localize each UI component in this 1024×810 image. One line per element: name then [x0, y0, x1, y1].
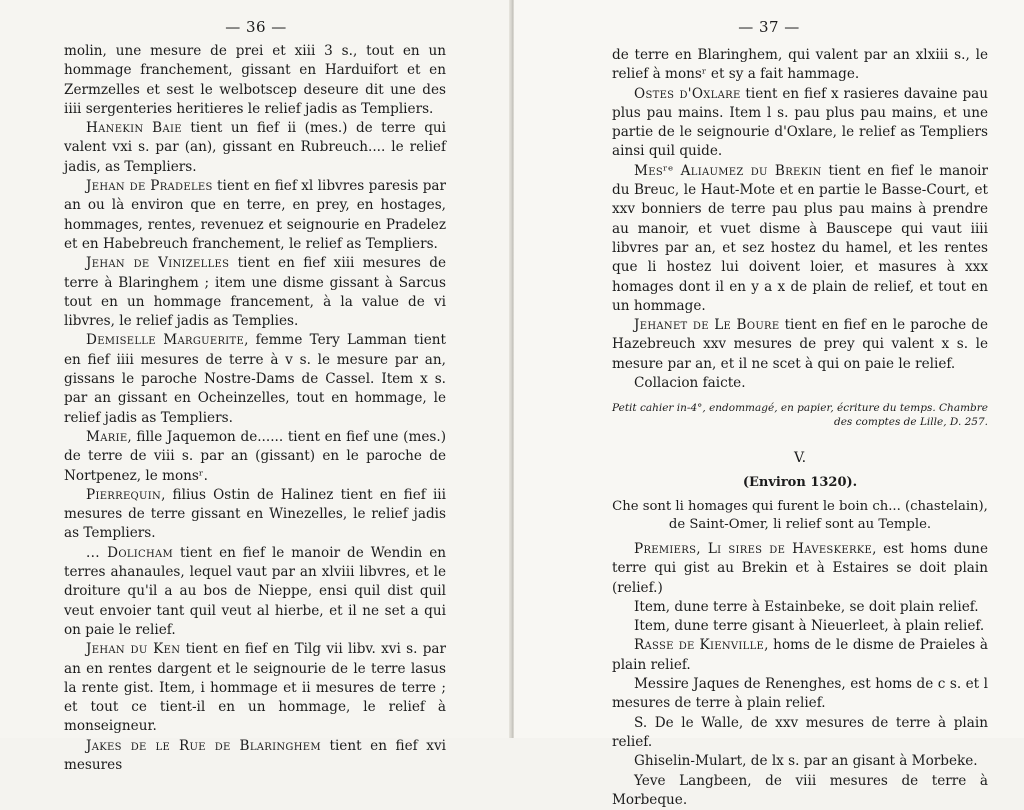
- person-name: Premiers, Li sires de Haveskerke: [634, 541, 872, 557]
- section-numeral: V.: [612, 449, 988, 468]
- paragraph: Marie, fille Jaquemon de...... tient en fief une (mes.) de terre de viii s. par an (gissant) en le paroche de Nortpenez, le monsʳ.: [64, 428, 446, 486]
- paragraph: Item, dune terre gisant à Nieuerleet, à plain relief.: [612, 617, 988, 636]
- paragraph: molin, une mesure de prei et xiii 3 s., tout en un hommage franchement, gissant en Harduifort et en Zermzelles et sest le welbotscep deseure dit une des iiii sergenteries heritieres le relief jadis as Templiers.: [64, 42, 446, 119]
- paragraph: Jehan du Ken tient en fief en Tilg vii libv. xvi s. par an en rentes dargent et le seignourie de le terre lasus la rente gist. Item, i hommage et ii mesures de terre ; et tout ce tient-il en un hommage, le relief à monseigneur.: [64, 640, 446, 736]
- person-name: Hanekin Baie: [86, 120, 182, 136]
- person-name: Ostes d'Oxlare: [634, 86, 741, 102]
- paragraph: Item, dune terre à Estainbeke, se doit plain relief.: [612, 598, 988, 617]
- page-number-left: — 36 —: [0, 18, 512, 36]
- person-name: Mesʳᵉ Aliaumez du Brekin: [634, 163, 822, 179]
- right-page-text: [612, 46, 988, 810]
- paragraph: Ghiselin-Mulart, de lx s. par an gisant à Morbeke.: [612, 752, 988, 771]
- left-page: [0, 0, 512, 738]
- closing-line: Collacion faicte.: [612, 374, 988, 393]
- paragraph: Messire Jaques de Renenghes, est homs de c s. et l mesures de terre à plain relief.: [612, 675, 988, 714]
- paragraph: Jehan de Pradeles tient en fief xl libvres paresis par an ou là environ que en terre, en prey, en hostages, hommages, rentes, revenuez et seignourie en Pradelez et en Habebreuch franchement, le relief as Templiers.: [64, 177, 446, 254]
- right-page: [514, 0, 1024, 738]
- person-name: Jakes de le Rue de Blaringhem: [86, 738, 321, 754]
- paragraph: Hanekin Baie tient un fief ii (mes.) de terre qui valent vxi s. par (an), gissant en Rubreuch.... le relief jadis, as Templiers.: [64, 119, 446, 177]
- person-name: ... Dolicham: [86, 545, 173, 561]
- person-name: Demiselle Marguerite: [86, 332, 244, 348]
- paragraph: S. De le Walle, de xxv mesures de terre à plain relief.: [612, 714, 988, 753]
- paragraph: Rasse de Kienville, homs de le disme de Praieles à plain relief.: [612, 636, 988, 675]
- paragraph: Demiselle Marguerite, femme Tery Lamman tient en fief iiii mesures de terre à v s. le mesure par an, gissans le paroche Nostre-Dams de Cassel. Item x s. par an gissant en Ocheinzelles, tout en hommage, le relief jadis as Templiers.: [64, 331, 446, 427]
- paragraph: Mesʳᵉ Aliaumez du Brekin tient en fief le manoir du Breuc, le Haut-Mote et en partie le Basse-Court, et xxv bonniers de terre pau plus pau mains à prendre au manoir, et vuet disme à Bauscepe qui vaut iiii libvres par an, et sez hostez du hamel, et les rentes que li hostez lui doivent loier, et masures à xxx homages dont il en y a x de plain de relief, et tout en un hommage.: [612, 162, 988, 316]
- person-name: Jehan de Vinizelles: [86, 255, 229, 271]
- paragraph: Premiers, Li sires de Haveskerke, est homs dune terre qui gist au Brekin et à Estaires se doit plain (relief.): [612, 540, 988, 598]
- person-name: Jehanet de Le Boure: [634, 317, 779, 333]
- section-intro: Che sont li homages qui furent le boin ch... (chastelain), de Saint-Omer, li relief sont au Temple.: [612, 498, 988, 534]
- person-name: Rasse de Kienville: [634, 637, 764, 653]
- source-note: Petit cahier in-4°, endommagé, en papier, écriture du temps. Chambre des comptes de Lille, D. 257.: [612, 401, 988, 429]
- paragraph: Ostes d'Oxlare tient en fief x rasieres davaine pau plus pau mains. Item l s. pau plus pau mains, et une partie de le seignourie d'Oxlare, le relief as Templiers ainsi quil quide.: [612, 85, 988, 162]
- paragraph: Pierrequin, filius Ostin de Halinez tient en fief iii mesures de terre gissant en Winezelles, le relief jadis as Templiers.: [64, 486, 446, 544]
- paragraph: Yeve Langbeen, de viii mesures de terre à Morbeque.: [612, 772, 988, 810]
- person-name: Jehan du Ken: [86, 641, 180, 657]
- left-page-text: [64, 42, 446, 775]
- paragraph: Jakes de le Rue de Blaringhem tient en fief xvi mesures: [64, 737, 446, 776]
- paragraph: de terre en Blaringhem, qui valent par an xlxiii s., le relief à monsʳ et sy a fait hammage.: [612, 46, 988, 85]
- paragraph: Jehanet de Le Boure tient en fief en le paroche de Hazebreuch xxv mesures de prey qui valent x s. le mesure par an, et il ne scet à qui on paie le relief.: [612, 316, 988, 374]
- paragraph: Jehan de Vinizelles tient en fief xiii mesures de terre à Blaringhem ; item une disme gissant à Sarcus tout en un hommage francement, à la value de vi libvres, le relief jadis as Templies.: [64, 254, 446, 331]
- person-name: Jehan de Pradeles: [86, 178, 213, 194]
- paragraph: ... Dolicham tient en fief le manoir de Wendin en terres ahanaules, lequel vaut par an xlviii libvres, et le droiture qu'il a au bos de Nieppe, ensi quil dist quil veut envoier tant quil veut al hierbe, et il ne set a qui on paie le relief.: [64, 544, 446, 640]
- person-name: Pierrequin: [86, 487, 161, 503]
- person-name: Marie: [86, 429, 127, 445]
- page-number-right: — 37 —: [514, 18, 1024, 36]
- section-date: (Environ 1320).: [612, 473, 988, 492]
